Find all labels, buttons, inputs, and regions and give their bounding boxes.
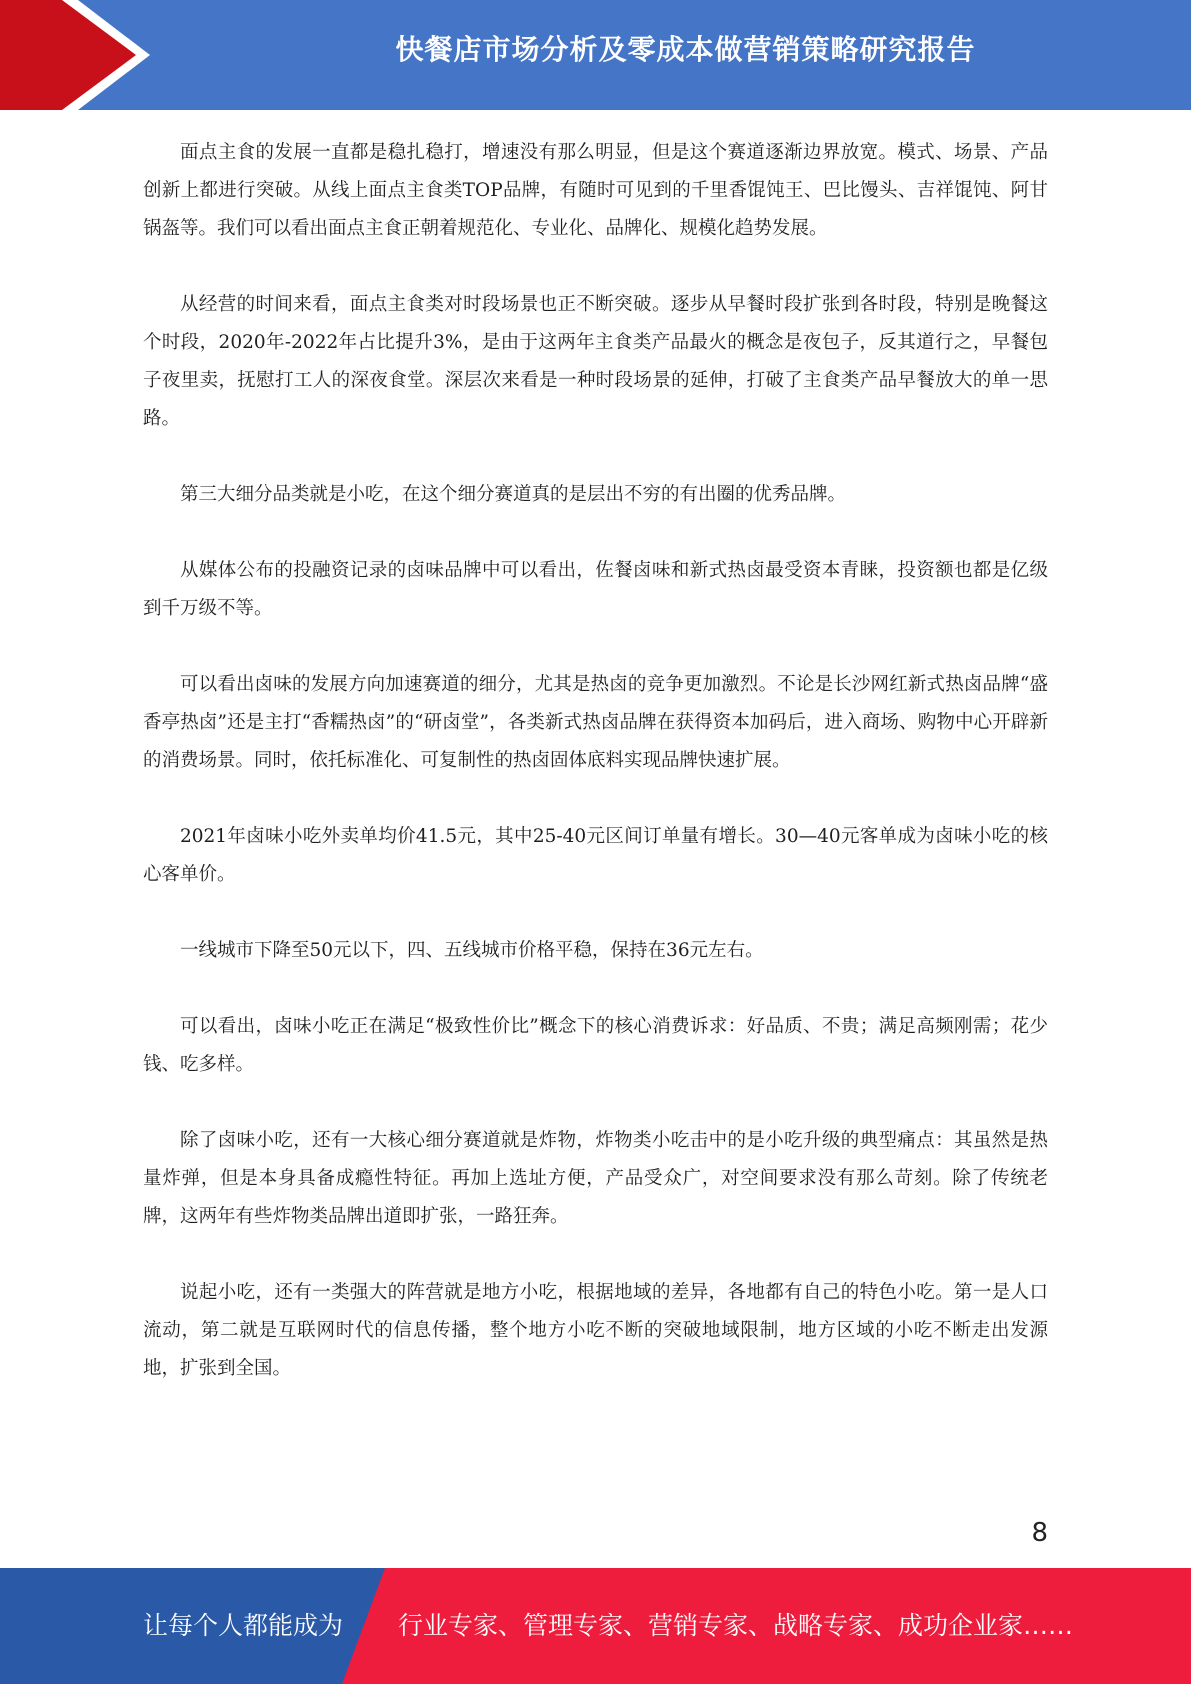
paragraph: 可以看出，卤味小吃正在满足“极致性价比”概念下的核心消费诉求：好品质、不贵；满足高频刚需；花少钱、吃多样。 bbox=[143, 1016, 1048, 1075]
paragraph: 面点主食的发展一直都是稳扎稳打，增速没有那么明显，但是这个赛道逐渐边界放宽。模式、场景、产品创新上都进行突破。从线上面点主食类TOP品牌，有随时可见到的千里香馄饨王、巴比馒头、吉祥馄饨、阿甘锅盔等。我们可以看出面点主食正朝着规范化、专业化、品牌化、规模化趋势发展。 bbox=[143, 142, 1048, 239]
body-content bbox=[143, 134, 1048, 1426]
page-header bbox=[0, 0, 1191, 110]
document-title: 快餐店市场分析及零成本做营销策略研究报告 bbox=[395, 33, 976, 66]
page-footer bbox=[0, 1568, 1191, 1684]
paragraph: 第三大细分品类就是小吃，在这个细分赛道真的是层出不穷的有出圈的优秀品牌。 bbox=[180, 484, 847, 505]
page-number: 8 bbox=[1031, 1518, 1048, 1548]
footer-slogan-right: 行业专家、管理专家、营销专家、战略专家、成功企业家…… bbox=[398, 1611, 1074, 1640]
paragraph: 2021年卤味小吃外卖单均价41.5元，其中25-40元区间订单量有增长。30—40元客单成为卤味小吃的核心客单价。 bbox=[143, 826, 1048, 885]
paragraph: 从经营的时间来看，面点主食类对时段场景也正不断突破。逐步从早餐时段扩张到各时段，特别是晚餐这个时段，2020年-2022年占比提升3%，是由于这两年主食类产品最火的概念是夜包子，反其道行之，早餐包子夜里卖，抚慰打工人的深夜食堂。深层次来看是一种时段场景的延伸，打破了主食类产品早餐放大的单一思路。 bbox=[143, 294, 1048, 429]
paragraph: 一线城市下降至50元以下，四、五线城市价格平稳，保持在36元左右。 bbox=[180, 940, 764, 961]
footer-slogan-left: 让每个人都能成为 bbox=[143, 1611, 344, 1640]
paragraph: 说起小吃，还有一类强大的阵营就是地方小吃，根据地域的差异，各地都有自己的特色小吃。第一是人口流动，第二就是互联网时代的信息传播，整个地方小吃不断的突破地域限制，地方区域的小吃不断走出发源地，扩张到全国。 bbox=[143, 1282, 1048, 1379]
paragraph: 除了卤味小吃，还有一大核心细分赛道就是炸物，炸物类小吃击中的是小吃升级的典型痛点：其虽然是热量炸弹，但是本身具备成瘾性特征。再加上选址方便，产品受众广，对空间要求没有那么苛刻。除了传统老牌，这两年有些炸物类品牌出道即扩张，一路狂奔。 bbox=[143, 1130, 1048, 1227]
paragraph: 从媒体公布的投融资记录的卤味品牌中可以看出，佐餐卤味和新式热卤最受资本青睐，投资额也都是亿级到千万级不等。 bbox=[143, 560, 1048, 619]
paragraph: 可以看出卤味的发展方向加速赛道的细分，尤其是热卤的竞争更加激烈。不论是长沙网红新式热卤品牌“盛香亭热卤”还是主打“香糯热卤”的“研卤堂”，各类新式热卤品牌在获得资本加码后，进入商场、购物中心开辟新的消费场景。同时，依托标准化、可复制性的热卤固体底料实现品牌快速扩展。 bbox=[143, 674, 1048, 771]
header-arrow-icon bbox=[0, 0, 140, 110]
